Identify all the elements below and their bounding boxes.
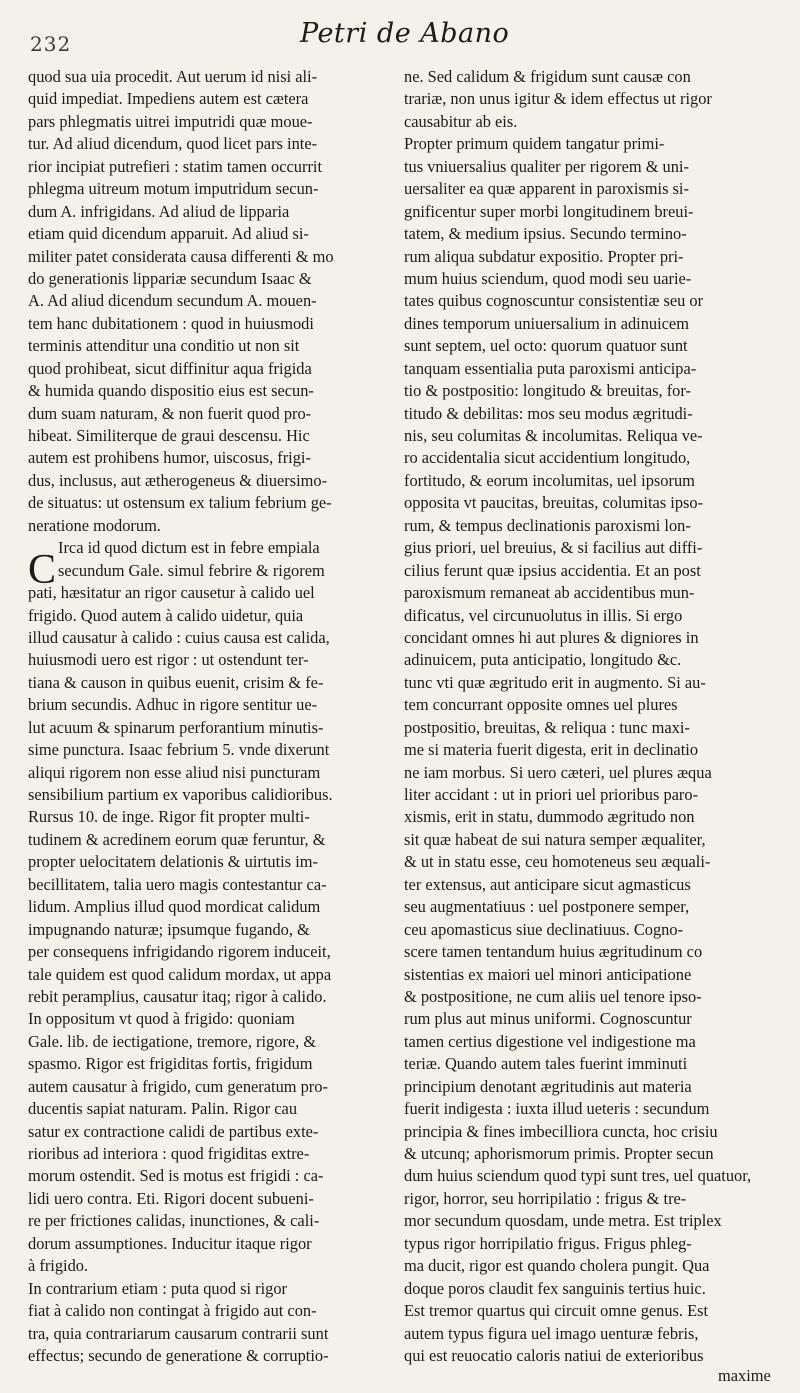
text-line: dum huius sciendum quod typi sunt tres, uel quatuor,: [404, 1166, 752, 1186]
text-line: gnificentur super morbi longitudinem breui-: [404, 201, 694, 221]
text-line: cilius ferunt quæ ipsius accidentia. Et an post: [404, 560, 701, 580]
text-line: mor secundum quosdam, unde metra. Est triplex: [404, 1211, 722, 1231]
text-line: secundum Gale. simul febrire & rigorem: [58, 560, 325, 580]
text-line: causabitur ab eis.: [404, 111, 518, 131]
text-line: pars phlegmatis uitrei imputridi quæ moue-: [28, 111, 313, 131]
text-line: uersaliter ea quæ apparent in paroxismis si-: [404, 179, 689, 199]
text-line: Gale. lib. de iectigatione, tremore, rigore, &: [28, 1031, 317, 1051]
text-line: hibeat. Similiterque de graui descensu. Hic: [28, 426, 310, 445]
text-line: postpositio, breuitas, & reliqua : tunc maxi-: [404, 717, 690, 737]
text-line: concidant omnes hi aut plures & digniores in: [404, 627, 699, 647]
text-line: principium denotant ægritudinis aut materia: [404, 1076, 692, 1096]
text-line: rum plus aut minus uniformi. Cognoscuntur: [404, 1009, 692, 1029]
text-line: opposita vt paucitas, breuitas, columitas ipso-: [404, 493, 704, 513]
catchword: maxime: [718, 1366, 771, 1385]
text-line: tale quidem est quod calidum mordax, ut appa: [28, 964, 332, 984]
text-line: dum A. infrigidans. Ad aliud de lipparia: [28, 201, 290, 221]
text-line: & postpositione, ne cum aliis uel tenore ipso-: [404, 986, 702, 1006]
text-line: terminis attenditur una conditio ut non sit: [28, 336, 300, 356]
text-line: principia & fines imbecilliora cuncta, hoc crisiu: [404, 1121, 718, 1141]
text-line: ne. Sed calidum & frigidum sunt causæ con: [404, 67, 691, 86]
text-line: qui est reuocatio caloris natiui de exterioribus: [404, 1345, 704, 1365]
text-line: impugnando naturæ; ipsumque fugando, &: [28, 919, 310, 939]
text-line: dus, inclusus, aut ætherogeneus & diuersimo-: [28, 470, 328, 490]
text-line: typus rigor horripilatio frigus. Frigus phleg-: [404, 1233, 692, 1253]
text-line: teriæ. Quando autem tales fuerint imminuti: [404, 1054, 688, 1074]
text-line: nis, seu columitas & incolumitas. Reliqua ve-: [404, 426, 703, 445]
text-line: seu augmentatiuus : uel postponere semper,: [404, 897, 690, 917]
text-line: tunc vti quæ ægritudo erit in augmento. Si au-: [404, 672, 706, 692]
text-line: propter uelocitatem delationis & uirtutis im-: [28, 852, 318, 872]
text-line: me si materia fuerit digesta, erit in declinatio: [404, 740, 699, 760]
text-line: sensibilium partium ex vaporibus calidioribus.: [28, 785, 333, 804]
right-text-column: [404, 66, 776, 1367]
text-line: satur ex contractione calidi de partibus exte-: [28, 1121, 319, 1141]
text-line: militer patet considerata causa differenti & mo: [28, 246, 334, 266]
left-text-column: [28, 66, 400, 1367]
text-line: fuerit indigesta : iuxta illud ueteris : secundum: [404, 1099, 710, 1119]
text-line: lidum. Amplius illud quod mordicat calidum: [28, 897, 321, 917]
text-line: fortitudo, & eorum incolumitas, uel ipsorum: [404, 470, 695, 490]
text-line: phlegma uitreum motum imputridum secun-: [28, 179, 319, 199]
text-line: Propter primum quidem tangatur primi-: [404, 134, 665, 154]
text-line: pati, hæsitatur an rigor causetur à calido uel: [28, 583, 315, 603]
text-line: tudinem & acredinem eorum quæ feruntur, &: [28, 829, 326, 849]
text-line: dines temporum uniuersalium in adinuicem: [404, 313, 689, 333]
text-line: paroxismum remaneat ab accidentibus mun-: [404, 583, 695, 603]
page-number: 232: [30, 32, 72, 56]
text-line: fiat à calido non contingat à frigido aut con-: [28, 1301, 317, 1321]
text-line: etiam quid dicendum apparuit. Ad aliud si-: [28, 224, 309, 244]
text-line: mum huius sciendum, quod modi seu uarie-: [404, 268, 692, 288]
text-line: sunt septem, uel octo: quorum quatuor sunt: [404, 336, 688, 356]
text-line: dorum assumptiones. Inducitur itaque rigor: [28, 1233, 312, 1253]
text-line: dum suam naturam, & non fuerit quod pro-: [28, 403, 312, 423]
text-line: tiana & causon in quibus euenit, crisim & fe-: [28, 672, 324, 692]
text-line: & utcunq; aphorismorum primis. Propter secun: [404, 1144, 714, 1163]
text-line: huiusmodi uero est rigor : ut ostendunt ter-: [28, 650, 309, 670]
text-line: dificatus, vel circunuolutus in illis. Si ergo: [404, 605, 683, 625]
text-line: ceu apomasticus siue declinatiuus. Cogno-: [404, 919, 684, 939]
text-line: tus vniuersalius qualiter per rigorem & uni-: [404, 156, 689, 176]
text-line: liter accidant : ut in priori uel prioribus paro-: [404, 785, 699, 804]
text-line: sime punctura. Isaac febrium 5. vnde dixerunt: [28, 740, 330, 760]
text-line: do generationis lippariæ secundum Isaac &: [28, 268, 312, 288]
text-line: autem causatur à frigido, cum generatum pro-: [28, 1076, 328, 1096]
text-line: aliqui rigorem non esse aliud nisi puncturam: [28, 762, 321, 782]
text-line: autem typus figura uel imago uenturæ febris,: [404, 1323, 699, 1343]
text-line: tates quibus cognoscuntur consistentiæ seu or: [404, 291, 704, 311]
text-line: A. Ad aliud dicendum secundum A. mouen-: [28, 291, 317, 311]
text-line: frigido. Quod autem à calido uidetur, quia: [28, 605, 304, 625]
text-line: ducentis sapiat naturam. Palin. Rigor cau: [28, 1099, 298, 1119]
text-line: scere tamen tentandum huius ægritudinum co: [404, 942, 703, 962]
text-line: becillitatem, talia uero magis contestantur ca-: [28, 874, 327, 894]
text-line: Irca id quod dictum est in febre empiala: [58, 538, 320, 558]
text-line: rum aliqua subdatur expositio. Propter pri-: [404, 246, 684, 266]
text-line: neratione modorum.: [28, 515, 161, 535]
text-line: tanquam essentialia puta paroxismi anticipa-: [404, 358, 697, 378]
text-line: spasmo. Rigor est frigiditas fortis, frigidum: [28, 1054, 313, 1074]
text-line: doque poros claudit fex sanguinis tertius huic.: [404, 1278, 706, 1298]
text-line: rior incipiat putrefieri : statim tamen occurrit: [28, 156, 323, 176]
text-line: brium secundis. Adhuc in rigore sentitur ue-: [28, 695, 318, 715]
text-line: ter extensus, aut anticipare sicut agmasticus: [404, 874, 691, 894]
text-line: Rursus 10. de inge. Rigor fit propter multi-: [28, 807, 310, 827]
text-line: & humida quando dispositio eius est secun-: [28, 381, 314, 401]
text-line: ma ducit, rigor est quando cholera pungit. Qua: [404, 1256, 710, 1276]
text-line: rebit peramplius, causatur itaq; rigor à calido.: [28, 986, 327, 1006]
text-line: illud causatur à calido : cuius causa est calida,: [28, 627, 330, 647]
text-line: rioribus ad interiora : quod frigiditas extre-: [28, 1144, 310, 1163]
text-line: & ut in statu esse, ceu homoteneus seu æquali-: [404, 852, 711, 872]
text-line: tra, quia contrariarum causarum contrarii sunt: [28, 1323, 329, 1343]
text-line: Est tremor quartus qui circuit omne genus. Est: [404, 1301, 709, 1321]
text-line: à frigido.: [28, 1256, 89, 1276]
text-line: tio & postpositio: longitudo & breuitas, for-: [404, 381, 691, 401]
text-line: tem hanc dubitationem : quod in huiusmodi: [28, 313, 314, 333]
text-line: autem est prohibens humor, uiscosus, frigi-: [28, 448, 311, 468]
text-line: quid impediat. Impediens autem est cætera: [28, 89, 309, 109]
text-line: xismis, erit in statu, dummodo ægritudo non: [404, 807, 695, 827]
text-line: morum ostendit. Sed is motus est frigidi : ca-: [28, 1166, 324, 1186]
text-line: rum, & tempus declinationis paroxismi lon-: [404, 515, 691, 535]
text-line: per consequens infrigidando rigorem induceit,: [28, 942, 331, 962]
text-line: tur. Ad aliud dicendum, quod licet pars inte-: [28, 134, 318, 154]
text-line: adinuicem, puta anticipatio, longitudo &c.: [404, 650, 682, 670]
text-line: quod prohibeat, sicut diffinitur aqua frigida: [28, 358, 312, 378]
text-line: titudo & debilitas: mos seu modus ægritudi-: [404, 403, 693, 423]
text-line: lidi uero contra. Eti. Rigori docent subueni-: [28, 1188, 314, 1208]
text-line: tem concurrant opposite omnes uel plures: [404, 695, 678, 715]
text-line: quod sua uia procedit. Aut uerum id nisi ali-: [28, 67, 318, 86]
text-line: gius priori, uel breuius, & si facilius aut diffi-: [404, 538, 703, 558]
text-line: effectus; secundo de generatione & corruptio-: [28, 1345, 329, 1365]
text-line: tatem, & medium ipsius. Secundo termino-: [404, 224, 687, 244]
text-line: ne iam morbus. Si uero cæteri, uel plures æqua: [404, 762, 712, 782]
text-line: tamen certius digestione vel indigestione ma: [404, 1031, 696, 1051]
text-line: lut acuum & spinarum perforantium minutis-: [28, 717, 324, 737]
text-line: trariæ, non unus igitur & idem effectus ut rigor: [404, 89, 712, 109]
drop-capital: C: [28, 547, 57, 593]
text-line: rigor, horror, seu horripilatio : frigus & tre-: [404, 1188, 687, 1208]
text-line: In oppositum vt quod à frigido: quoniam: [28, 1009, 295, 1029]
text-line: re per frictiones calidas, inunctiones, & cali-: [28, 1211, 320, 1231]
running-title: Petri de Abano: [300, 18, 510, 49]
text-line: ro accidentalia sicut accidentium longitudo,: [404, 448, 691, 468]
text-line: sit quæ habeat de sui natura semper æqualiter,: [404, 829, 706, 849]
text-line: de situatus: ut ostensum ex talium febrium ge-: [28, 493, 332, 513]
text-line: In contrarium etiam : puta quod si rigor: [28, 1278, 288, 1298]
text-line: sistentias ex maiori uel minori anticipatione: [404, 964, 692, 984]
